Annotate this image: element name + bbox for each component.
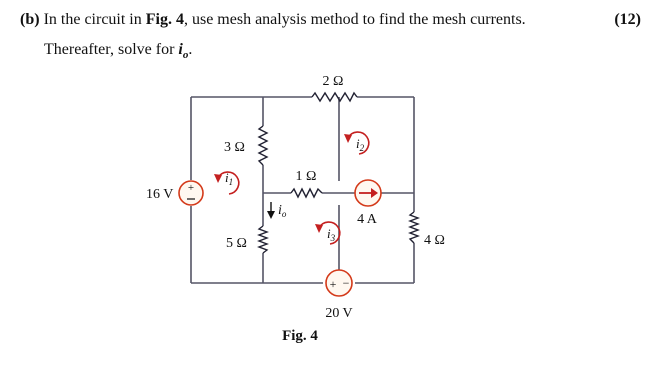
target-variable: $i_o$ bbox=[178, 41, 189, 62]
mesh-arrow-i3-head-icon bbox=[315, 224, 323, 233]
source-20v-plus: + bbox=[329, 277, 337, 291]
label-3-ohm: 3 Ω bbox=[224, 140, 245, 155]
mesh-arrow-i2-head-icon bbox=[344, 134, 352, 143]
source-20v-minus: − bbox=[342, 276, 350, 290]
mesh-label-i2: $i_2$ bbox=[356, 136, 365, 153]
question-line2-end: . bbox=[188, 41, 193, 58]
label-5-ohm: 5 Ω bbox=[226, 236, 247, 251]
marks-label: (12) bbox=[614, 11, 641, 28]
question-text-b: , use mesh analysis method to find the mesh currents. bbox=[183, 11, 526, 28]
question-text-a: In the circuit in bbox=[39, 11, 146, 28]
io-label: $i_o$ bbox=[278, 203, 287, 219]
mesh-arrow-i1-head-icon bbox=[214, 174, 222, 183]
resistor-5-ohm bbox=[259, 226, 267, 253]
label-1-ohm: 1 Ω bbox=[295, 169, 317, 184]
resistor-4-ohm bbox=[410, 212, 418, 243]
label-20v: 20 V bbox=[325, 306, 353, 321]
resistor-1-ohm bbox=[291, 189, 322, 197]
question-part-label: (b) bbox=[20, 11, 40, 28]
io-arrow-head-icon bbox=[267, 211, 275, 219]
figure-reference: Fig. 4 bbox=[145, 11, 184, 28]
label-2-ohm: 2 Ω bbox=[322, 74, 344, 89]
label-16v: 16 V bbox=[146, 187, 174, 202]
mesh-label-i3: $i_3$ bbox=[327, 226, 336, 243]
resistor-3-ohm bbox=[259, 126, 267, 165]
mesh-label-i1: $i_1$ bbox=[225, 170, 234, 187]
question-line2-text: Thereafter, solve for bbox=[44, 41, 179, 58]
source-16v-plus: + bbox=[187, 182, 195, 194]
label-4a: 4 A bbox=[357, 212, 377, 227]
resistor-2-ohm bbox=[312, 93, 357, 101]
figure-caption: Fig. 4 bbox=[282, 328, 318, 344]
label-4-ohm: 4 Ω bbox=[424, 233, 445, 248]
